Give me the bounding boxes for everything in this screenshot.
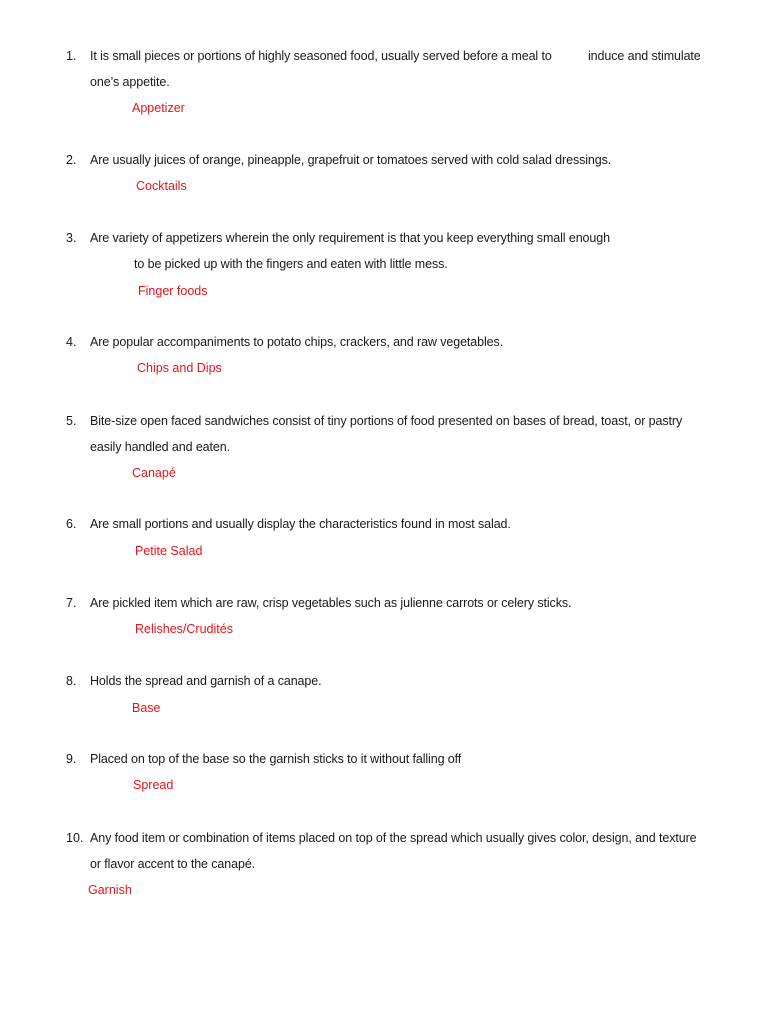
answer-text: Petite Salad bbox=[135, 544, 203, 558]
question-number: 10. bbox=[66, 831, 84, 845]
question-text-line: Bite-size open faced sandwiches consist of tiny portions of food presented on bases of bread, toast, or pastry bbox=[90, 414, 683, 428]
question-text-line: induce and stimulate bbox=[588, 49, 701, 63]
question-text-line: Are variety of appetizers wherein the only requirement is that you keep everything small enough bbox=[90, 231, 610, 245]
question-number: 5. bbox=[66, 414, 77, 428]
question-text-line: Placed on top of the base so the garnish sticks to it without falling off bbox=[90, 752, 462, 766]
answer-text: Garnish bbox=[88, 883, 132, 897]
question-number: 3. bbox=[66, 231, 77, 245]
answer-text: Relishes/Crudités bbox=[135, 622, 233, 636]
question-text-line: Are small portions and usually display the characteristics found in most salad. bbox=[90, 517, 511, 531]
question-text-line: Are popular accompaniments to potato chips, crackers, and raw vegetables. bbox=[90, 335, 504, 349]
question-number: 4. bbox=[66, 335, 77, 349]
answer-text: Appetizer bbox=[132, 101, 185, 115]
question-text-line: Holds the spread and garnish of a canape. bbox=[90, 674, 322, 688]
answer-text: Chips and Dips bbox=[137, 361, 222, 375]
question-number: 2. bbox=[66, 153, 77, 167]
question-text-line: Are usually juices of orange, pineapple, grapefruit or tomatoes served with cold salad dressings. bbox=[90, 153, 612, 167]
question-number: 7. bbox=[66, 596, 77, 610]
answer-text: Cocktails bbox=[136, 179, 187, 193]
question-number: 8. bbox=[66, 674, 77, 688]
question-number: 1. bbox=[66, 49, 77, 63]
question-number: 6. bbox=[66, 517, 77, 531]
question-text-line: easily handled and eaten. bbox=[90, 440, 230, 454]
question-text-line: Are pickled item which are raw, crisp vegetables such as julienne carrots or celery sticks. bbox=[90, 596, 572, 610]
question-text-line: Any food item or combination of items placed on top of the spread which usually gives color, design, and texture bbox=[90, 831, 697, 845]
question-text-line: or flavor accent to the canapé. bbox=[90, 857, 256, 871]
question-text-line: one’s appetite. bbox=[90, 75, 170, 89]
question-text-line: It is small pieces or portions of highly seasoned food, usually served before a meal to bbox=[90, 49, 552, 63]
answer-text: Finger foods bbox=[138, 284, 208, 298]
answer-text: Spread bbox=[133, 778, 174, 792]
answer-text: Base bbox=[132, 701, 161, 715]
answer-text: Canapé bbox=[132, 466, 176, 480]
question-number: 9. bbox=[66, 752, 77, 766]
question-text-line: to be picked up with the fingers and eaten with little mess. bbox=[134, 257, 448, 271]
